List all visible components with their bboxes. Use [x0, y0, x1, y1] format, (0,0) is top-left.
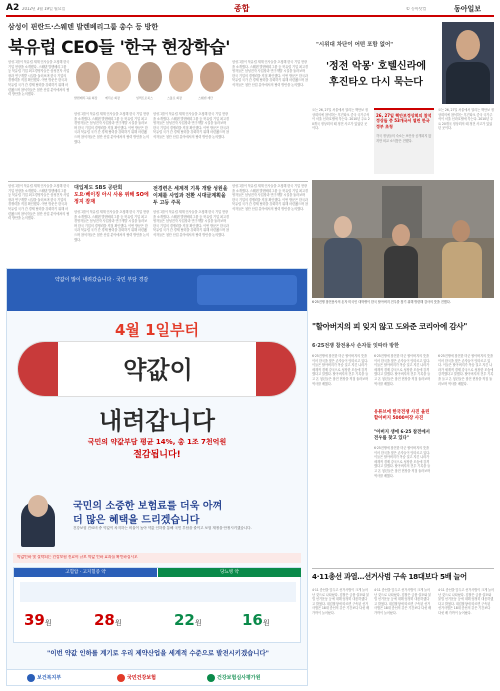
portrait-photo — [138, 62, 162, 92]
lead-headline: 북유럽 CEO들 '한국 현장학습' — [8, 38, 230, 58]
side-box-body: 각국 정상들의 숙소는 보안상 공개되지 않지만 외교 소식통은 전했다. — [376, 134, 432, 143]
feature-col2b: 6·25전쟁에 참전한 미군 할아버지의 뜻을 이어 한국을 찾은 손자들이 잇따르고 있다. 이들은 할아버지가 목숨 걸고 지킨 나라가 세계적 경제 강국으로 성장한 모습에 감격했다고 말했다. 할아버지의 전투 기록을 들고 온 청년들은 참전 현장을 직접 둘러보며 역사를 배웠다. — [374, 446, 431, 478]
side-body-col1: 오는 26, 27일 서울에서 열리는 핵안보 정상회의에 참석하는 후진타오 중국 국가주석이 서울 신라호텔에 묵는다. 2010년 주요 20개국 정상회의 때 정전 사고가 있었던 곳이다. — [312, 108, 370, 131]
bottom-col1: 4·11 총선을 앞두고 선거사범이 크게 늘어난 것으로 나타났다. 검찰은 금품 살포와 불법 선거운동 등에 대해 엄정히 대응하겠다고 밝혔다. 대검찰청에 따르면 구속된 선거사범은 18대 총선의 같은 기간보다 다섯 배 가까이 늘어났다. — [312, 588, 370, 615]
ad-banner-text: 약값이 많이 내려갔습니다 · 국민 부담 경감 — [55, 277, 149, 283]
notice-bar — [13, 553, 301, 563]
lead-body-b4: 삼성그룹이 북유럽 재계 인사들을 초청해 한국 기업 현장을 소개했다. 스웨덴 발렌베리그룹 등 북유럽 기업 최고경영자들은 삼성전자 사업장과 연구개발 시설을 둘러보며 한국 기업의 경쟁력을 직접 확인했다. 이번 방문은 한국과 북유럽 국가 간 경제 협력을 강화하기 위해 마련됐으며 참석자들은 첨단 산업 분야에서의 협력 방안을 논의했다. — [232, 184, 308, 211]
subhead-left: 도요·베이징 아시 사용 위해 SO에 정지 잠재 — [74, 192, 149, 205]
bottom-headline: 4·11총선 과열…선거사범 구속 18대보다 5배 늘어 — [312, 572, 467, 581]
brand-logo: 동아일보 — [454, 4, 482, 13]
spokesperson-face — [28, 495, 48, 517]
portrait-photo — [107, 62, 131, 92]
promo-body: 건강보험 진료비 중 약값이 차지하는 비율이 높아 약값 인하를 통해 국민 부담을 줄이고 보험 재정을 안정시키겠습니다. — [73, 526, 252, 530]
portrait-photo — [200, 62, 224, 92]
table-header-right: 당뇨병 약 — [158, 568, 301, 577]
logo-label: 국민건강보험 — [127, 675, 156, 681]
notice-text: 약값인하 및 절약되는 건강보험 진료비 규모 약값 인하 효과를 확인하십시오 — [17, 555, 138, 559]
veterans-photo — [312, 180, 494, 298]
masthead — [6, 3, 494, 15]
feature-inline-head: 유튜브에 한국전쟁 사진 올린 할아버지 5000여장 사진 — [374, 410, 430, 421]
feature-col2a: 6·25전쟁에 참전한 미군 할아버지의 뜻을 이어 한국을 찾은 손자들이 잇따르고 있다. 이들은 할아버지가 목숨 걸고 지킨 나라가 세계적 경제 강국으로 성장한 모습에 감격했다고 말했다. 할아버지의 전투 기록을 들고 온 청년들은 참전 현장을 직접 둘러보며 역사를 배웠다. — [374, 354, 431, 386]
promo-title: 국민의 소중한 보험료를 더욱 아껴 — [73, 501, 223, 512]
divider — [8, 181, 308, 182]
price-unit: 원 — [44, 619, 52, 627]
price-cell — [242, 610, 302, 638]
person-body — [442, 242, 482, 298]
portrait-caption: 스웨덴 재단 — [198, 96, 213, 100]
photo-caption: 6·25전쟁 참전용사의 손자 미국인 대학생이 한국 할아버지 전우를 찾기 위해 방한해 감사의 뜻을 전했다. — [312, 300, 451, 304]
sub-label: 대입제도 SBS 공판회 — [74, 185, 123, 191]
lead-kicker: 삼성이 핀란드·스웨덴 발렌베리그룹 총수 등 방한 — [8, 23, 159, 31]
price-value: 22 — [174, 611, 195, 629]
feature-col3: 6·25전쟁에 참전한 미군 할아버지의 뜻을 이어 한국을 찾은 손자들이 잇따르고 있다. 이들은 할아버지가 목숨 걸고 지킨 나라가 세계적 경제 강국으로 성장한 모습에 감격했다고 말했다. 할아버지의 전투 기록을 들고 온 청년들은 참전 현장을 직접 둘러보며 역사를 배웠다. — [438, 354, 494, 386]
side-info-box — [374, 108, 434, 174]
bottom-col3: 4·11 총선을 앞두고 선거사범이 크게 늘어난 것으로 나타났다. 검찰은 금품 살포와 불법 선거운동 등에 대해 엄정히 대응하겠다고 밝혔다. 대검찰청에 따르면 구속된 선거사범은 18대 총선의 같은 기간보다 다섯 배 가까이 늘어났다. — [438, 588, 494, 615]
side-box-head: 26, 27일 핵안보정상회의 참석 정상들 중 53개국서 열린 한국정부 초청 — [376, 113, 432, 129]
portrait-caption: 스톨로 회장 — [167, 96, 182, 100]
feature-deck: 6·25전쟁 참전용사 손자들 잇따라 방한 — [312, 343, 399, 349]
logo-label: 건강보험심사평가원 — [217, 675, 261, 681]
portrait-caption: 발렌베리그룹 회장 — [74, 96, 98, 100]
lead-body-col4: 삼성그룹이 북유럽 재계 인사들을 초청해 한국 기업 현장을 소개했다. 스웨덴 발렌베리그룹 등 북유럽 기업 최고경영자들은 삼성전자 사업장과 연구개발 시설을 둘러보며 한국 기업의 경쟁력을 직접 확인했다. 이번 방문은 한국과 북유럽 국가 간 경제 협력을 강화하기 위해 마련됐으며 참석자들은 첨단 산업 분야에서의 협력 방안을 논의했다. — [232, 60, 308, 87]
side-body-col3: 오는 26, 27일 서울에서 열리는 핵안보 정상회의에 참석하는 후진타오 중국 국가주석이 서울 신라호텔에 묵는다. 2010년 주요 20개국 정상회의 때 정전 사고가 있었던 곳이다. — [438, 108, 494, 131]
lead-body-col3: 삼성그룹이 북유럽 재계 인사들을 초청해 한국 기업 현장을 소개했다. 스웨덴 발렌베리그룹 등 북유럽 기업 최고경영자들은 삼성전자 사업장과 연구개발 시설을 둘러보며 한국 기업의 경쟁력을 직접 확인했다. 이번 방문은 한국과 북유럽 국가 간 경제 협력을 강화하기 위해 마련됐으며 참석자들은 첨단 산업 분야에서의 협력 방안을 논의했다. — [153, 112, 229, 139]
logo-icon — [117, 674, 125, 682]
portrait-photo — [169, 62, 193, 92]
side-quote: "시위대 차단이 어떤 포함 없어" — [316, 42, 394, 48]
header-rule — [6, 15, 494, 17]
portrait-photo — [76, 62, 100, 92]
logo-icon — [27, 674, 35, 682]
promo-title-2: 더 많은 혜택을 드리겠습니다 — [73, 515, 200, 526]
portrait-row — [74, 60, 229, 110]
subhead-right: 전경련은 세계적 기록 개발 성원을 이제를 사업과 전환 시대글계획을 두 고등 주목 — [153, 186, 228, 206]
lead-body-b3: 삼성그룹이 북유럽 재계 인사들을 초청해 한국 기업 현장을 소개했다. 스웨덴 발렌베리그룹 등 북유럽 기업 최고경영자들은 삼성전자 사업장과 연구개발 시설을 둘러보며 한국 기업의 경쟁력을 직접 확인했다. 이번 방문은 한국과 북유럽 국가 간 경제 협력을 강화하기 위해 마련됐으며 참석자들은 첨단 산업 분야에서의 협력 방안을 논의했다. — [153, 210, 229, 237]
portrait-caption: 에릭슨 회장 — [105, 96, 120, 100]
price-unit: 원 — [194, 619, 202, 627]
price-cell — [174, 610, 234, 638]
ad-sub1: 국민의 약값부담 평균 14%, 총 1조 7천억원 — [87, 438, 227, 446]
ad-sub2: 절감됩니다! — [133, 450, 181, 460]
price-table — [13, 567, 301, 643]
ad-headline-2: 내려갑니다 — [99, 407, 215, 435]
price-unit: 원 — [262, 619, 270, 627]
suit — [446, 62, 490, 104]
price-value: 16 — [242, 611, 263, 629]
price-cell — [94, 610, 154, 638]
side-headline-1: '정전 악몽' 호텔신라에 — [325, 61, 427, 72]
bottom-col2: 4·11 총선을 앞두고 선거사범이 크게 늘어난 것으로 나타났다. 검찰은 금품 살포와 불법 선거운동 등에 대해 엄정히 대응하겠다고 밝혔다. 대검찰청에 따르면 구속된 선거사범은 18대 총선의 같은 기간보다 다섯 배 가까이 늘어났다. — [374, 588, 432, 615]
person-body — [324, 238, 362, 298]
lead-body-col1: 삼성그룹이 북유럽 재계 인사들을 초청해 한국 기업 현장을 소개했다. 스웨덴 발렌베리그룹 등 북유럽 기업 최고경영자들은 삼성전자 사업장과 연구개발 시설을 둘러보며 한국 기업의 경쟁력을 직접 확인했다. 이번 방문은 한국과 북유럽 국가 간 경제 협력을 강화하기 위해 마련됐으며 참석자들은 첨단 산업 분야에서의 협력 방안을 논의했다. — [8, 60, 70, 97]
page-number: A2 — [6, 3, 20, 13]
hu-jintao-photo — [442, 22, 494, 104]
price-cell — [24, 610, 84, 638]
lead-body-b1: 삼성그룹이 북유럽 재계 인사들을 초청해 한국 기업 현장을 소개했다. 스웨덴 발렌베리그룹 등 북유럽 기업 최고경영자들은 삼성전자 사업장과 연구개발 시설을 둘러보며 한국 기업의 경쟁력을 직접 확인했다. 이번 방문은 한국과 북유럽 국가 간 경제 협력을 강화하기 위해 마련됐으며 참석자들은 첨단 산업 분야에서의 협력 방안을 논의했다. — [8, 184, 70, 221]
feature-col1: 6·25전쟁에 참전한 미군 할아버지의 뜻을 이어 한국을 찾은 손자들이 잇따르고 있다. 이들은 할아버지가 목숨 걸고 지킨 나라가 세계적 경제 강국으로 성장한 모습에 감격했다고 말했다. 할아버지의 전투 기록을 들고 온 청년들은 참전 현장을 직접 둘러보며 역사를 배웠다. — [312, 354, 369, 386]
brand-small: © 동아닷컴 — [406, 7, 427, 11]
person-body — [384, 246, 418, 298]
price-value: 28 — [94, 611, 115, 629]
banner-graphic — [197, 275, 297, 305]
issue-date: 2012년 3월 19일 월요일 — [22, 7, 66, 11]
ad-slogan: "이번 약값 인하를 계기로 우리 제약산업을 세계적 수준으로 발전시키겠습니다" — [46, 649, 269, 657]
lead-body-b2: 삼성그룹이 북유럽 재계 인사들을 초청해 한국 기업 현장을 소개했다. 스웨덴 발렌베리그룹 등 북유럽 기업 최고경영자들은 삼성전자 사업장과 연구개발 시설을 둘러보며 한국 기업의 경쟁력을 직접 확인했다. 이번 방문은 한국과 북유럽 국가 간 경제 협력을 강화하기 위해 마련됐으며 참석자들은 첨단 산업 분야에서의 협력 방안을 논의했다. — [74, 210, 149, 242]
ad-top-banner — [7, 269, 307, 311]
feature-inline-head-2: "아버지 생애 6·25 참전에서 전우를 찾고 있다" — [374, 430, 430, 441]
pill-capsule — [17, 341, 297, 397]
portrait-caption: 일렉트로룩스 — [136, 96, 153, 100]
logo-icon — [207, 674, 215, 682]
person-face — [392, 224, 410, 246]
person-face — [452, 220, 470, 242]
side-headline-2: 후진타오 다시 묵는다 — [329, 77, 423, 88]
price-unit: 원 — [114, 619, 122, 627]
ad-headline: 약값이 — [123, 356, 193, 384]
table-graphic — [20, 582, 296, 602]
table-header-left: 고혈압 · 고지혈증 약 — [14, 568, 157, 577]
section-name: 종합 — [234, 4, 250, 13]
feature-headline: "할아버지의 피 잊지 않고 도와준 코리아에 감사" — [312, 322, 468, 331]
ad-logo-bar — [7, 669, 307, 685]
portrait-face — [456, 30, 480, 60]
person-face — [334, 216, 352, 238]
drug-price-ad — [6, 268, 308, 686]
price-value: 39 — [24, 611, 45, 629]
lead-body-col2: 삼성그룹이 북유럽 재계 인사들을 초청해 한국 기업 현장을 소개했다. 스웨덴 발렌베리그룹 등 북유럽 기업 최고경영자들은 삼성전자 사업장과 연구개발 시설을 둘러보며 한국 기업의 경쟁력을 직접 확인했다. 이번 방문은 한국과 북유럽 국가 간 경제 협력을 강화하기 위해 마련됐으며 참석자들은 첨단 산업 분야에서의 협력 방안을 논의했다. — [74, 112, 149, 144]
ad-date-label: 4월 1일부터 — [114, 321, 200, 339]
divider — [312, 568, 494, 569]
logo-label: 보건복지부 — [37, 675, 62, 681]
